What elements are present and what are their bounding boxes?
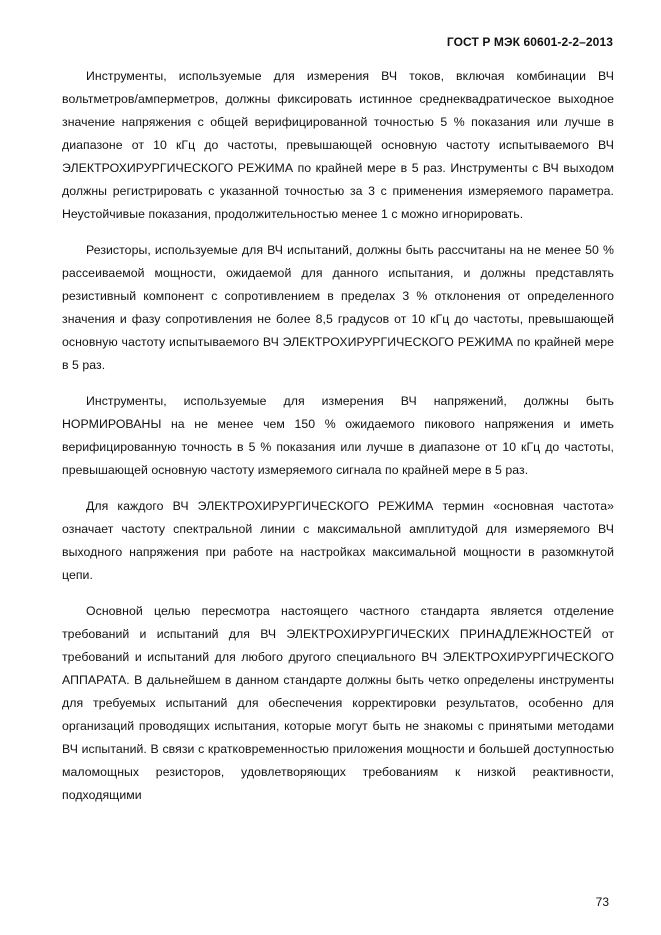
document-header: ГОСТ Р МЭК 60601-2-2–2013 bbox=[446, 35, 613, 49]
paragraph-instruments-current: Инструменты, используемые для измерения ВЧ токов, включая комбинации ВЧ вольтметров/амперметров, должны фиксировать истинное среднеквадратическое выходное значение напряжения с общей верифицированной точностью 5 % показания или лучше в диапазоне от 10 кГц до частоты, превышающей основную частоту испытываемого ВЧ ЭЛЕКТРОХИРУРГИЧЕСКОГО РЕЖИМА по крайней мере в 5 раз. Инструменты с ВЧ выходом должны регистрировать с указанной точностью за 3 с применения измеряемого параметра. Неустойчивые показания, продолжительностью менее 1 с можно игнорировать. bbox=[62, 69, 614, 221]
paragraph-resistors: Резисторы, используемые для ВЧ испытаний, должны быть рассчитаны на не менее 50 % рассеиваемой мощности, ожидаемой для данного испытания, и должны представлять резистивный компонент с сопротивлением в пределах 3 % отклонения от определенного значения и фазу сопротивления не более 8,5 градусов от 10 кГц до частоты, превышающей основную частоту испытываемого ВЧ ЭЛЕКТРОХИРУРГИЧЕСКОГО РЕЖИМА по крайней мере в 5 раз. bbox=[62, 243, 614, 372]
paragraph-revision-purpose: Основной целью пересмотра настоящего частного стандарта является отделение требований и испытаний для ВЧ ЭЛЕКТРОХИРУРГИЧЕСКИХ ПРИНАДЛЕЖНОСТЕЙ от требований и испытаний для любого другого специального ВЧ ЭЛЕКТРОХИРУРГИЧЕСКОГО АППАРАТА. В дальнейшем в данном стандарте должны быть четко определены инструменты для требуемых испытаний для обеспечения корректировки результатов, особенно для организаций проводящих испытания, которые могут быть не знакомы с принятыми методами ВЧ испытаний. В связи с кратковременностью приложения мощности и большей доступностью маломощных резисторов, удовлетворяющих требованиям к низкой реактивности, подходящими bbox=[62, 604, 614, 802]
paragraph-instruments-voltage: Инструменты, используемые для измерения ВЧ напряжений, должны быть НОРМИРОВАНЫ на не менее чем 150 % ожидаемого пикового напряжения и иметь верифицированную точность в 5 % показания или лучше в диапазоне от 10 кГц до частоты, превышающей основную частоту измеряемого сигнала по крайней мере в 5 раз. bbox=[62, 394, 614, 477]
paragraph-fundamental-frequency: Для каждого ВЧ ЭЛЕКТРОХИРУРГИЧЕСКОГО РЕЖИМА термин «основная частота» означает частоту спектральной линии с максимальной амплитудой для измеряемого ВЧ выходного напряжения при работе на настройках максимальной мощности в разомкнутой цепи. bbox=[62, 499, 614, 582]
page-number: 73 bbox=[595, 895, 609, 909]
document-body bbox=[62, 65, 614, 820]
